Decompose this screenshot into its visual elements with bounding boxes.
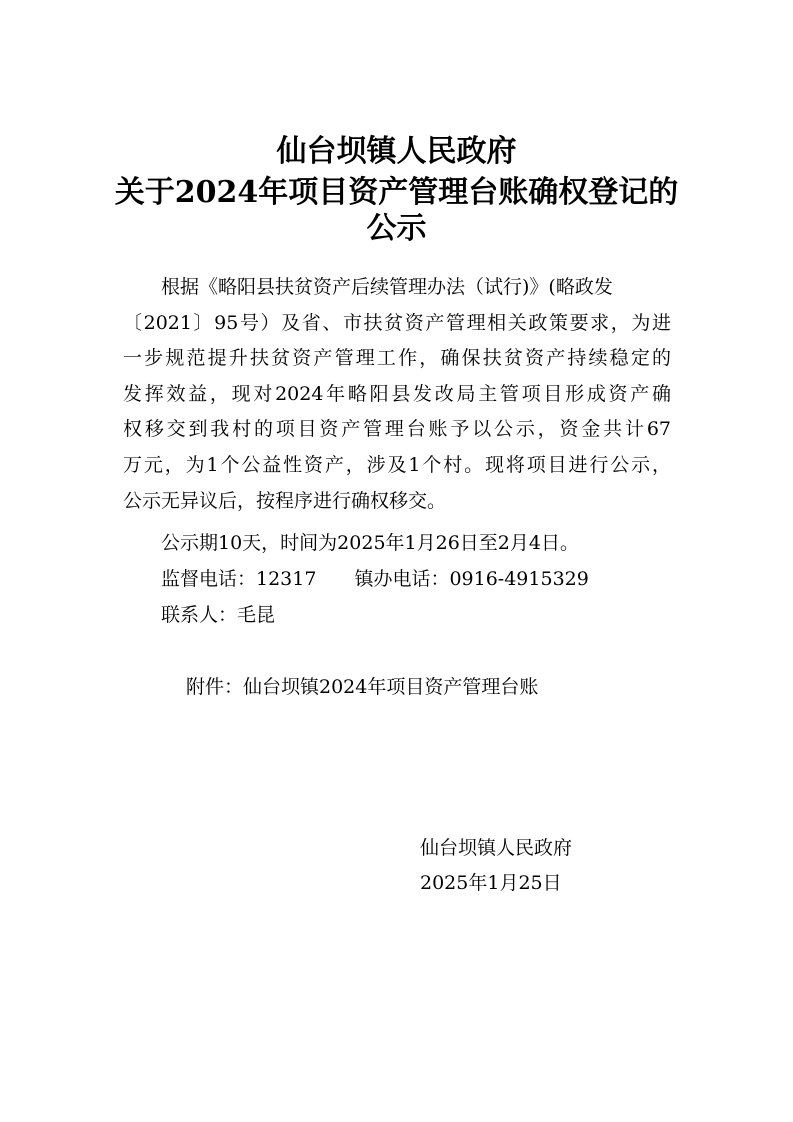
- body-line-1: 根据《略阳县扶贫资产后续管理办法（试行)》(略政发: [161, 276, 613, 298]
- body-line-4: 发挥效益，现对2024年略阳县发改局主管项目形成资产确: [123, 383, 671, 405]
- body-line-7: 公示无异议后，按程序进行确权移交。: [123, 490, 447, 512]
- publicity-period: 公示期10天，时间为2025年1月26日至2月4日。: [161, 532, 579, 554]
- contact-person: 联系人：毛昆: [161, 604, 276, 626]
- signature-organization: 仙台坝镇人民政府: [420, 837, 573, 859]
- body-line-5: 权移交到我村的项目资产管理台账予以公示，资金共计67: [123, 418, 671, 440]
- attachment-note: 附件：仙台坝镇2024年项目资产管理台账: [186, 676, 539, 698]
- document-title-line-3: 公示: [366, 211, 427, 246]
- document-title-line-2: 关于2024年项目资产管理台账确权登记的: [114, 175, 679, 210]
- phone-numbers: 监督电话：12317 镇办电话：0916-4915329: [161, 568, 589, 590]
- body-line-2: 〔2021〕95号）及省、市扶贫资产管理相关政策要求，为进: [123, 312, 671, 334]
- body-line-3: 一步规范提升扶贫资产管理工作，确保扶贫资产持续稳定的: [123, 347, 671, 369]
- signature-date: 2025年1月25日: [420, 872, 562, 894]
- document-title-line-1: 仙台坝镇人民政府: [276, 134, 517, 169]
- body-line-6: 万元，为1个公益性资产，涉及1个村。现将项目进行公示，: [123, 454, 671, 476]
